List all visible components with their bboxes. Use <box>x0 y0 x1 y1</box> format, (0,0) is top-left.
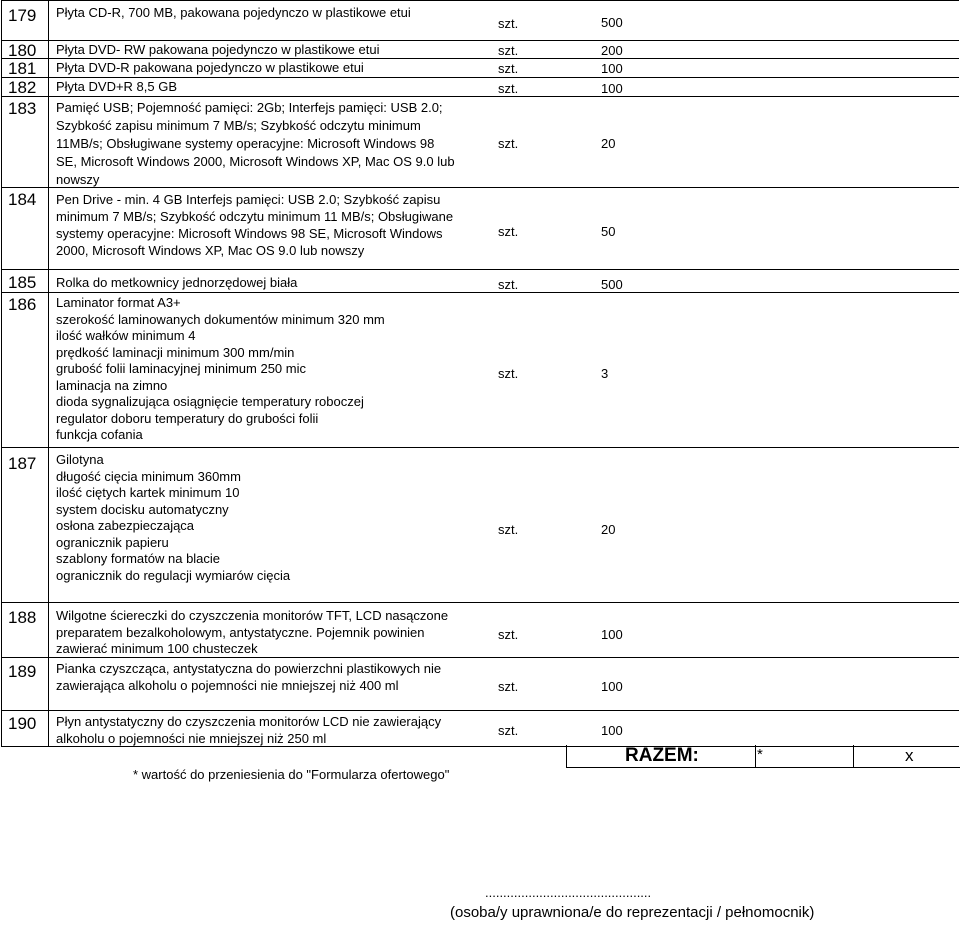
row-unit: szt. <box>498 723 519 738</box>
row-description: Rolka do metkownicy jednorzędowej biała <box>56 275 298 290</box>
row-number: 182 <box>1 78 49 97</box>
row-quantity: 100 <box>601 679 623 694</box>
row-number: 189 <box>1 658 49 711</box>
row-quantity: 50 <box>601 224 616 239</box>
row-number: 184 <box>1 188 49 270</box>
row-description: Płyta DVD- RW pakowana pojedynczo w plastikowe etui <box>56 42 380 57</box>
row-description: Płyta DVD-R pakowana pojedynczo w plastikowe etui <box>56 60 364 75</box>
row-quantity: 100 <box>601 81 623 96</box>
row-unit: szt. <box>498 224 519 239</box>
row-number: 183 <box>1 97 49 188</box>
table-row <box>1 187 959 270</box>
row-description: Pamięć USB; Pojemność pamięci: 2Gb; Interfejs pamięci: USB 2.0; Szybkość zapisu minimum 7 MB/s; Szybkość odczytu minimum 11MB/s; Obsługiwane systemy operacyjne: Microsoft Windows 98 SE, Microsoft Windows 2000, Microsoft Windows XP, Mac OS 9.0 lub nowszy <box>56 100 455 187</box>
total-label: RAZEM: <box>625 745 699 766</box>
row-unit: szt. <box>498 16 519 31</box>
row-quantity: 20 <box>601 136 616 151</box>
row-quantity: 500 <box>601 277 623 292</box>
row-quantity: 200 <box>601 43 623 58</box>
table-row <box>1 0 959 41</box>
row-quantity: 500 <box>601 15 623 30</box>
table-row <box>1 58 959 78</box>
total-divider <box>755 745 756 767</box>
row-quantity: 100 <box>601 723 623 738</box>
row-unit: szt. <box>498 61 519 76</box>
row-description: Płyta DVD+R 8,5 GB <box>56 79 178 94</box>
row-quantity: 3 <box>601 366 609 381</box>
row-unit: szt. <box>498 81 519 96</box>
row-description: Pen Drive - min. 4 GB Interfejs pamięci: USB 2.0; Szybkość zapisu minimum 7 MB/s; Szybkość odczytu minimum 11 MB/s; Obsługiwane systemy operacyjne: Microsoft Windows 98 SE, Microsoft Windows 2000, Microsoft Windows XP, Mac OS 9.0 lub nowszy <box>56 192 454 258</box>
row-number: 187 <box>1 448 49 603</box>
table-row <box>1 269 959 293</box>
row-number: 179 <box>1 1 49 41</box>
table-row <box>1 602 959 658</box>
row-number: 180 <box>1 41 49 59</box>
signature-line: .............................................. <box>485 885 652 900</box>
total-divider <box>853 745 854 767</box>
row-unit: szt. <box>498 366 519 381</box>
signature-label: (osoba/y uprawniona/e do reprezentacji / pełnomocnik) <box>450 904 815 921</box>
row-description: Płyta CD-R, 700 MB, pakowana pojedynczo w plastikowe etui <box>56 5 411 20</box>
row-description: Płyn antystatyczny do czyszczenia monitorów LCD nie zawierający alkoholu o pojemności nie mniejszej niż 250 ml <box>56 714 442 746</box>
table-row <box>1 447 959 603</box>
row-description: Pianka czyszcząca, antystatyczna do powierzchni plastikowych nie zawierająca alkoholu o pojemności nie mniejszej niż 400 ml <box>56 661 442 693</box>
row-description: Wilgotne ściereczki do czyszczenia monitorów TFT, LCD nasączone preparatem bezalkoholowym, antystatyczne. Pojemnik powinien zawierać minimum 100 chusteczek <box>56 608 449 656</box>
row-quantity: 20 <box>601 522 616 537</box>
row-number: 188 <box>1 603 49 658</box>
footnote: * wartość do przeniesienia do "Formularza ofertowego" <box>133 767 450 782</box>
table-row <box>1 657 959 711</box>
row-number: 181 <box>1 59 49 78</box>
row-quantity: 100 <box>601 61 623 76</box>
table-row <box>1 710 959 747</box>
row-unit: szt. <box>498 679 519 694</box>
row-number: 186 <box>1 293 49 448</box>
row-unit: szt. <box>498 627 519 642</box>
row-unit: szt. <box>498 136 519 151</box>
total-value: * <box>757 746 763 763</box>
table-row <box>1 40 959 59</box>
total-mark: x <box>905 746 914 765</box>
table-row <box>1 292 959 448</box>
row-unit: szt. <box>498 43 519 58</box>
row-description: Laminator format A3+ szerokość laminowanych dokumentów minimum 320 mm ilość wałków minimum 4 prędkość laminacji minimum 300 mm/min grubość folii laminacyjnej minimum 250 mic laminacja na zimno dioda sygnalizująca osiągnięcie temperatury roboczej regulator doboru temperatury do grubości folii funkcja cofania <box>56 295 385 442</box>
row-unit: szt. <box>498 522 519 537</box>
row-number: 185 <box>1 270 49 293</box>
row-unit: szt. <box>498 277 519 292</box>
row-description: Gilotyna długość cięcia minimum 360mm ilość ciętych kartek minimum 10 system docisku automatyczny osłona zabezpieczająca ogranicznik papieru szablony formatów na blacie ogranicznik do regulacji wymiarów cięcia <box>56 452 291 583</box>
table-row <box>1 77 959 97</box>
table-row <box>1 96 959 188</box>
row-number: 190 <box>1 711 49 746</box>
row-quantity: 100 <box>601 627 623 642</box>
